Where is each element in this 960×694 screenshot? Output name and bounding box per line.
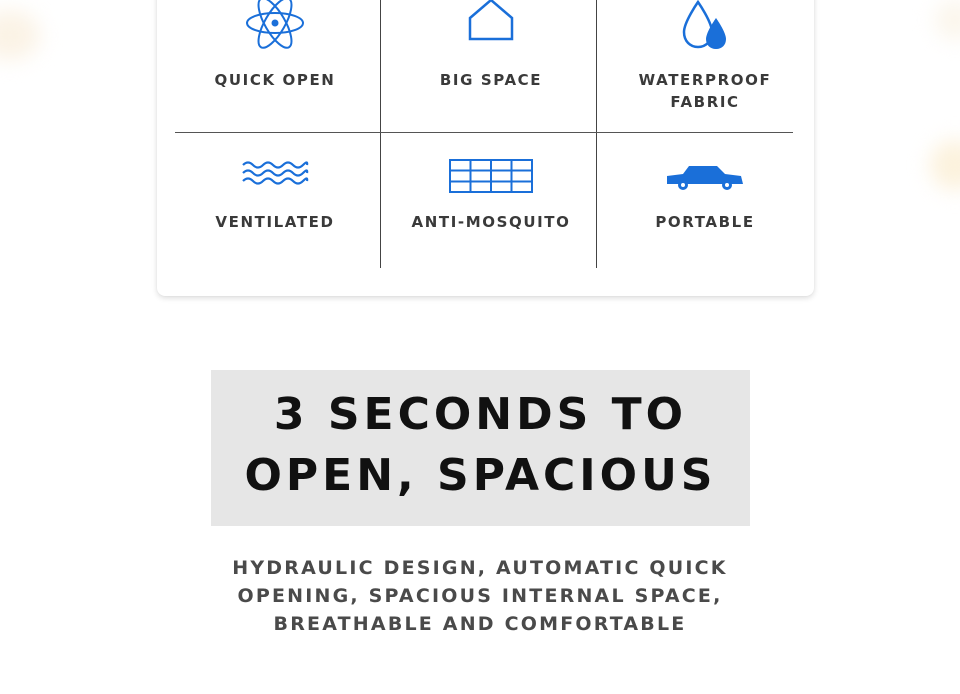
headline-banner xyxy=(211,370,750,526)
background-blur-right-top xyxy=(935,0,960,40)
mesh-grid-icon xyxy=(449,159,533,193)
background-blur-right-mid xyxy=(930,140,960,190)
description-text xyxy=(200,554,760,638)
feature-label: WATERPROOF FABRIC xyxy=(638,71,772,111)
feature-label: PORTABLE xyxy=(655,213,755,231)
description-line-3: BREATHABLE AND COMFORTABLE xyxy=(273,613,687,635)
feature-label: QUICK OPEN xyxy=(214,71,336,89)
headline-line-1: 3 SECONDS TO xyxy=(273,389,688,440)
feature-label: BIG SPACE xyxy=(439,71,543,89)
house-outline-icon xyxy=(467,0,515,42)
car-icon xyxy=(665,164,745,192)
features-card xyxy=(157,0,814,296)
feature-label: VENTILATED xyxy=(215,213,335,231)
row-divider xyxy=(175,132,793,133)
atom-icon xyxy=(244,0,306,50)
headline-line-2: OPEN, SPACIOUS xyxy=(244,450,717,501)
feature-label: ANTI-MOSQUITO xyxy=(411,213,571,231)
water-drops-icon xyxy=(680,0,730,52)
description-line-2: OPENING, SPACIOUS INTERNAL SPACE, xyxy=(237,585,723,607)
waves-icon xyxy=(241,160,309,186)
description-line-1: HYDRAULIC DESIGN, AUTOMATIC QUICK xyxy=(232,557,728,579)
background-blur-left xyxy=(0,10,40,60)
